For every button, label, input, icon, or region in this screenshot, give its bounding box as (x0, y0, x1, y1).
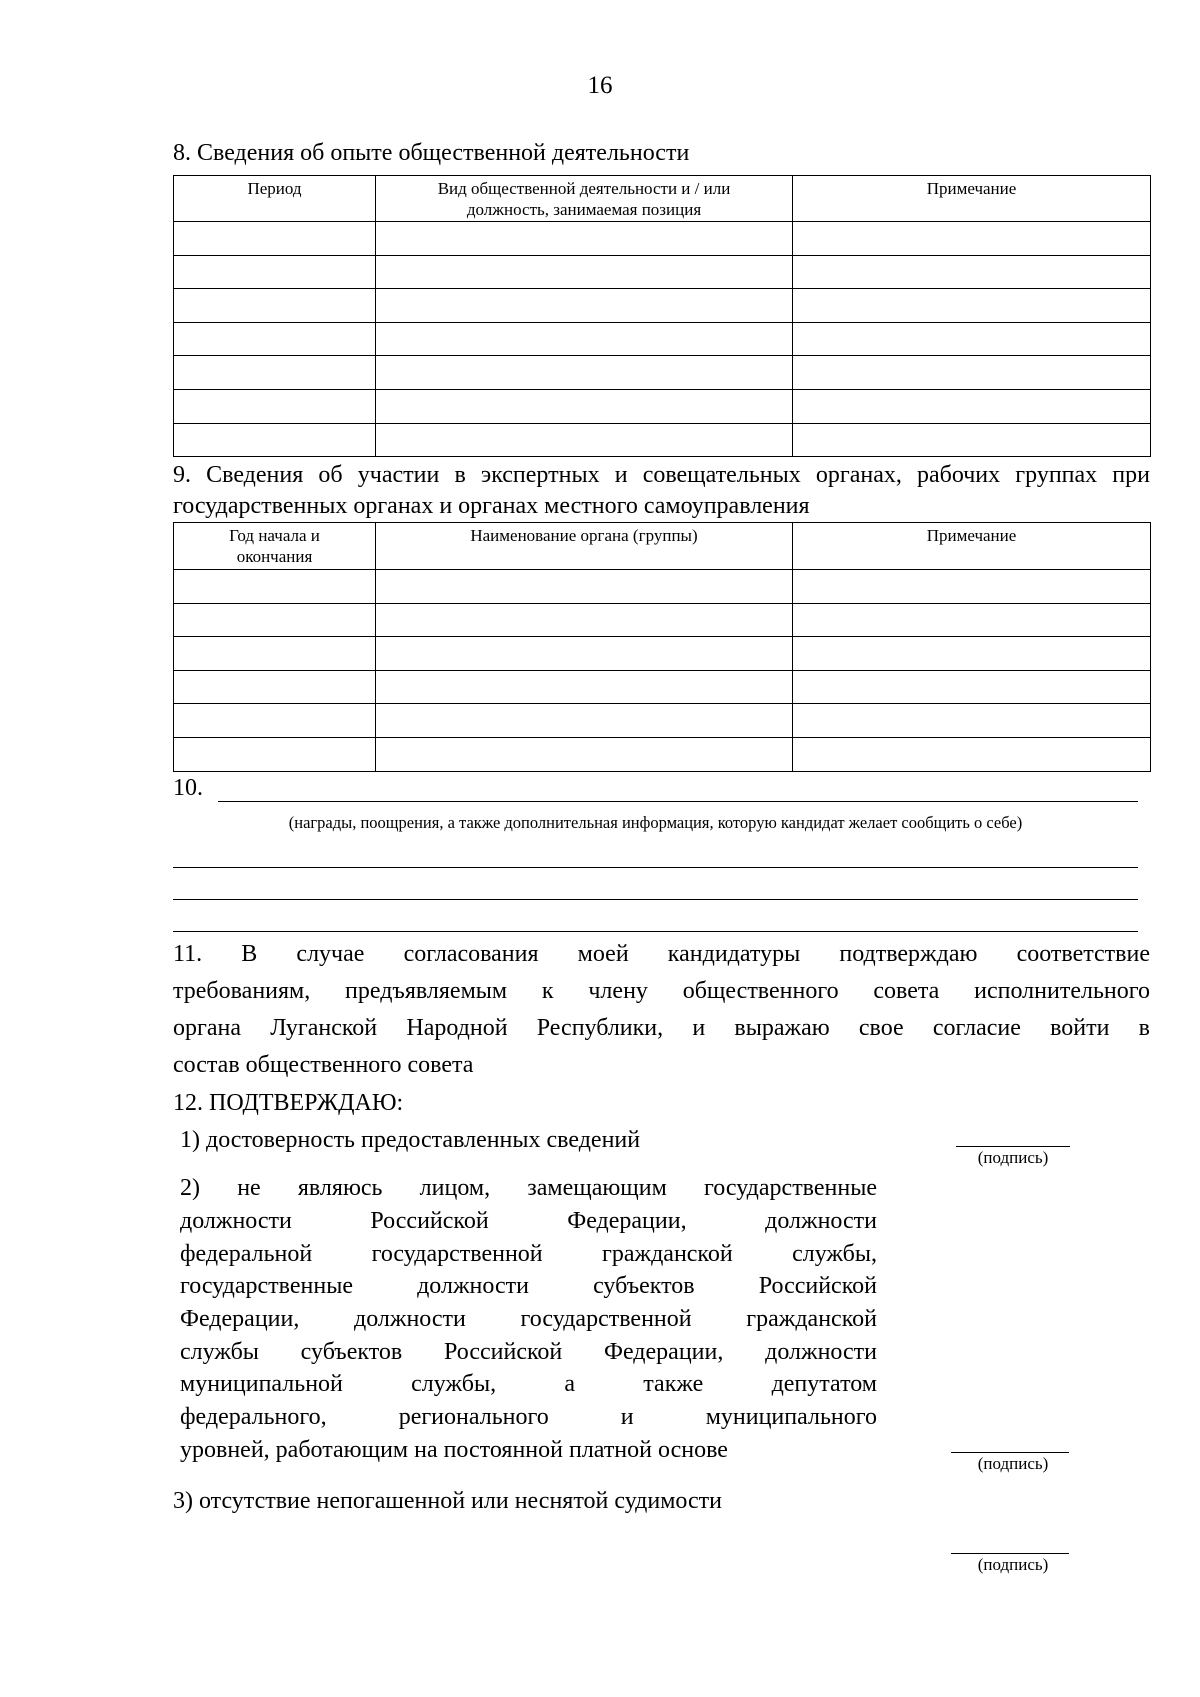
column-header-years: Год начала и окончания (174, 523, 376, 570)
table-cell[interactable] (174, 637, 376, 671)
table-cell[interactable] (174, 255, 376, 289)
answer-line[interactable] (173, 899, 1138, 900)
table-row (174, 356, 1151, 390)
table-cell[interactable] (174, 603, 376, 637)
signature-label: (подпись) (977, 1454, 1049, 1473)
signature-label: (подпись) (977, 1555, 1049, 1574)
column-header-activity-type: Вид общественной деятельности и / или должность, занимаемая позиция (376, 176, 793, 222)
confirmation-item-3: 3) отсутствие непогашенной или неснятой судимости (173, 1488, 722, 1514)
table-cell[interactable] (793, 289, 1151, 323)
confirmation-item-2-line: государственные должности субъектов Российской (180, 1273, 877, 1299)
page-number: 16 (587, 72, 613, 99)
table-cell[interactable] (174, 737, 376, 771)
section-11-line: требованиям, предъявляемым к члену общественного совета исполнительного (173, 978, 1150, 1004)
section-11-last-line: состав общественного совета (173, 1052, 474, 1078)
table-cell[interactable] (174, 704, 376, 738)
signature-line[interactable] (951, 1553, 1069, 1554)
answer-line[interactable] (173, 867, 1138, 868)
table-cell[interactable] (376, 289, 793, 323)
table-cell[interactable] (174, 222, 376, 256)
table-cell[interactable] (793, 670, 1151, 704)
section-9-title-line2: государственных органах и органах местного самоуправления (173, 493, 810, 519)
column-header-note: Примечание (793, 176, 1151, 222)
column-header-period: Период (174, 176, 376, 222)
section-11-line: органа Луганской Народной Республики, и выражаю свое согласие войти в (173, 1015, 1150, 1041)
signature-label: (подпись) (977, 1148, 1049, 1167)
confirmation-item-2-line: федеральной государственной гражданской службы, (180, 1241, 877, 1267)
confirmation-item-2-line: Федерации, должности государственной гражданской (180, 1306, 877, 1332)
section-12-title: 12. ПОДТВЕРЖДАЮ: (173, 1090, 404, 1116)
table-row (174, 603, 1151, 637)
section-9-title-line1: 9. Сведения об участии в экспертных и совещательных органах, рабочих группах при (173, 462, 1150, 488)
table-cell[interactable] (376, 255, 793, 289)
table-cell[interactable] (376, 603, 793, 637)
table-row (174, 704, 1151, 738)
table-cell[interactable] (793, 255, 1151, 289)
expert-bodies-table (173, 522, 1151, 772)
confirmation-item-2-line: 2) не являюсь лицом, замещающим государственные (180, 1175, 877, 1201)
table-cell[interactable] (174, 570, 376, 604)
answer-line[interactable] (173, 931, 1138, 932)
section-10-number: 10. (173, 775, 203, 801)
column-header-body-name: Наименование органа (группы) (376, 523, 793, 570)
table-cell[interactable] (376, 389, 793, 423)
table-cell[interactable] (793, 737, 1151, 771)
public-activity-table-body (174, 222, 1151, 457)
confirmation-item-2-line: федерального, регионального и муниципального (180, 1404, 877, 1430)
table-row (174, 737, 1151, 771)
table-cell[interactable] (793, 423, 1151, 457)
table-cell[interactable] (376, 322, 793, 356)
table-row (174, 322, 1151, 356)
public-activity-table (173, 175, 1151, 457)
table-cell[interactable] (376, 222, 793, 256)
table-cell[interactable] (793, 356, 1151, 390)
table-cell[interactable] (376, 704, 793, 738)
table-cell[interactable] (174, 423, 376, 457)
table-row (174, 423, 1151, 457)
table-row (174, 637, 1151, 671)
confirmation-item-1: 1) достоверность предоставленных сведений (180, 1127, 641, 1153)
confirmation-item-2-line: службы субъектов Российской Федерации, должности (180, 1339, 877, 1365)
table-row (174, 670, 1151, 704)
table-row (174, 255, 1151, 289)
table-cell[interactable] (376, 637, 793, 671)
table-cell[interactable] (376, 423, 793, 457)
expert-bodies-table-body (174, 570, 1151, 772)
table-cell[interactable] (793, 704, 1151, 738)
table-row (174, 389, 1151, 423)
answer-line[interactable] (218, 801, 1138, 802)
confirmation-item-2-line: должности Российской Федерации, должности (180, 1208, 877, 1234)
table-cell[interactable] (174, 389, 376, 423)
section-11-line: 11. В случае согласования моей кандидатуры подтверждаю соответствие (173, 941, 1150, 967)
table-cell[interactable] (376, 570, 793, 604)
table-cell[interactable] (793, 389, 1151, 423)
table-cell[interactable] (376, 737, 793, 771)
table-cell[interactable] (793, 570, 1151, 604)
table-cell[interactable] (793, 322, 1151, 356)
table-cell[interactable] (793, 222, 1151, 256)
table-cell[interactable] (174, 670, 376, 704)
column-header-note: Примечание (793, 523, 1151, 570)
section-8-title: 8. Сведения об опыте общественной деятельности (173, 140, 690, 166)
table-cell[interactable] (376, 670, 793, 704)
section-10-caption: (награды, поощрения, а также дополнительная информация, которую кандидат желает сообщить о себе) (288, 813, 1023, 832)
confirmation-item-2-last-line: уровней, работающим на постоянной платной основе (180, 1437, 728, 1463)
table-cell[interactable] (174, 322, 376, 356)
signature-line[interactable] (951, 1452, 1069, 1453)
table-row (174, 570, 1151, 604)
table-cell[interactable] (174, 356, 376, 390)
confirmation-item-2-line: муниципальной службы, а также депутатом (180, 1371, 877, 1397)
table-row (174, 222, 1151, 256)
signature-line[interactable] (956, 1146, 1070, 1147)
table-row (174, 289, 1151, 323)
table-cell[interactable] (793, 603, 1151, 637)
table-cell[interactable] (174, 289, 376, 323)
table-cell[interactable] (376, 356, 793, 390)
table-cell[interactable] (793, 637, 1151, 671)
